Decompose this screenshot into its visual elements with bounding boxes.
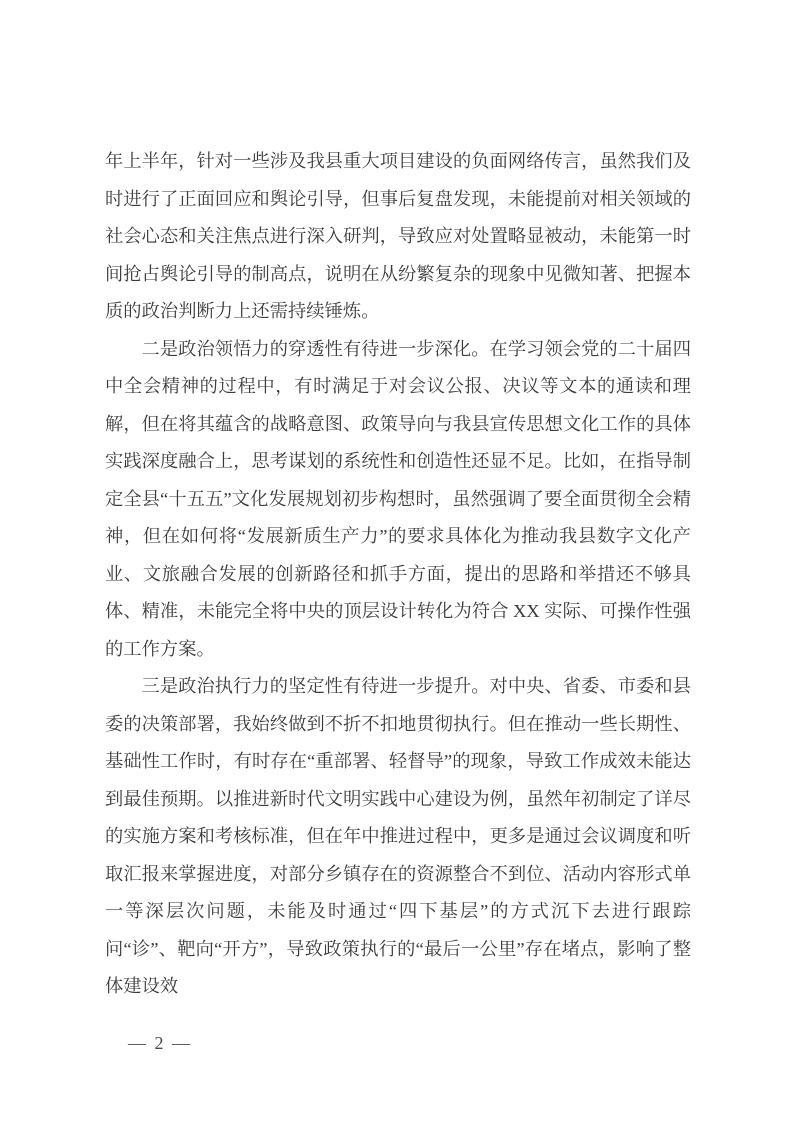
paragraph-political-comprehension: 二是政治领悟力的穿透性有待进一步深化。在学习领会党的二十届四中全会精神的过程中，有时满足于对会议公报、决议等文本的通读和理解，但在将其蕴含的战略意图、政策导向与我县宣传思想文化工作的具体实践深度融合上，思考谋划的系统性和创造性还显不足。比如，在指导制定全县“十五五”文化发展规划初步构想时，虽然强调了要全面贯彻全会精神，但在如何将“发展新质生产力”的要求具体化为推动我县数字文化产业、文旅融合发展的创新路径和抓手方面，提出的思路和举措还不够具体、精准，未能完全将中央的顶层设计转化为符合 XX 实际、可操作性强的工作方案。 bbox=[105, 338, 691, 659]
paragraph-political-execution: 三是政治执行力的坚定性有待进一步提升。对中央、省委、市委和县委的决策部署，我始终做到不折不扣地贯彻执行。但在推动一些长期性、基础性工作时，有时存在“重部署、轻督导”的现象，导致工作成效未能达到最佳预期。以推进新时代文明实践中心建设为例，虽然年初制定了详尽的实施方案和考核标准，但在年中推进过程中，更多是通过会议调度和听取汇报来掌握进度，对部分乡镇存在的资源整合不到位、活动内容形式单一等深层次问题，未能及时通过“四下基层”的方式沉下去进行跟踪问“诊”、靶向“开方”，导致政策执行的“最后一公里”存在堵点，影响了整体建设效 bbox=[105, 676, 691, 996]
page-footer bbox=[128, 1028, 192, 1058]
paragraph-political-judgment: 年上半年，针对一些涉及我县重大项目建设的负面网络传言，虽然我们及时进行了正面回应和舆论引导，但事后复盘发现，未能提前对相关领域的社会心态和关注焦点进行深入研判，导致应对处置略显被动，未能第一时间抢占舆论引导的制高点，说明在从纷繁复杂的现象中见微知著、把握本质的政治判断力上还需持续锤炼。 bbox=[105, 151, 691, 321]
document-body bbox=[105, 143, 691, 1006]
page-number: — 2 — bbox=[128, 1032, 192, 1053]
